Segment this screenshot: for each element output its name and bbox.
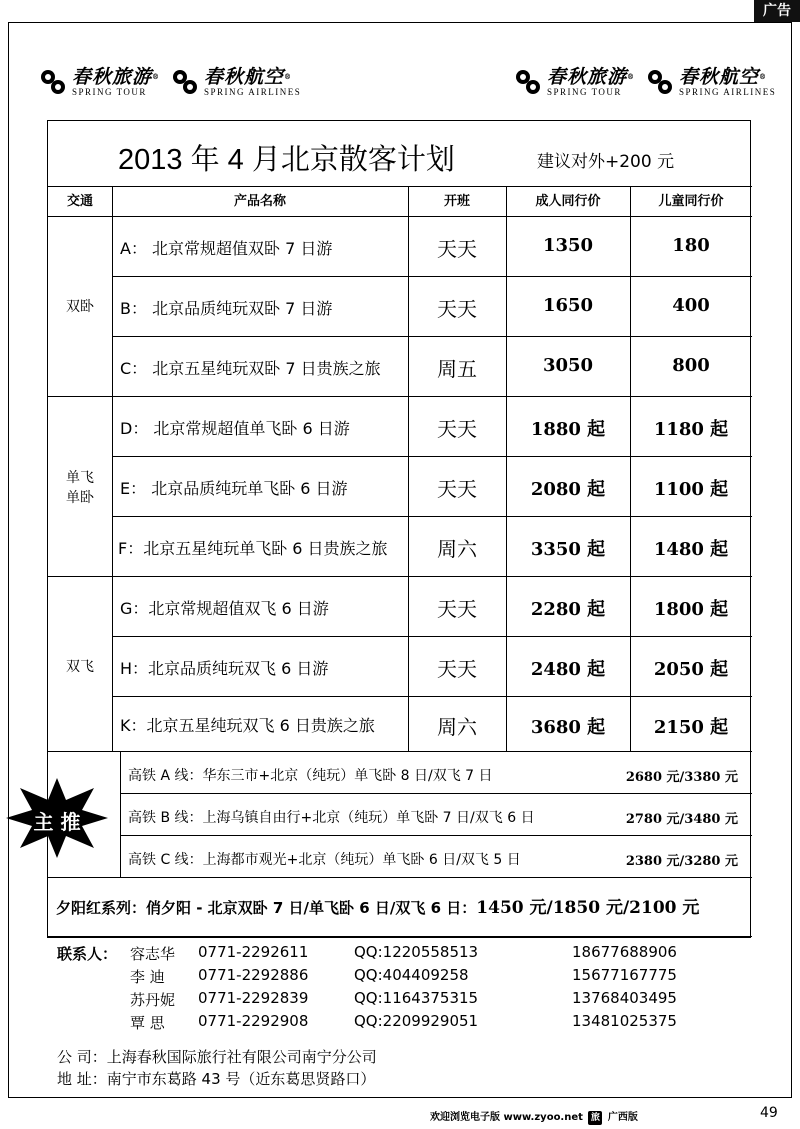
schedule: 天天 (437, 597, 477, 621)
rail-line: 高铁 B 线：上海乌镇自由行+北京（纯玩）单飞卧 7 日/双飞 6 日 (128, 810, 535, 826)
contact-name: 容志华 (130, 945, 176, 963)
rail-price: 2780 元/3480 元 (625, 812, 738, 827)
child-price: 400 (672, 295, 710, 316)
price-note: 建议对外+200 元 (537, 152, 675, 172)
spring-tour-logo: 春秋旅游® SPRING TOUR (38, 62, 160, 102)
child-price: 800 (672, 355, 710, 376)
adult-price: 2280 起 (530, 599, 606, 620)
category-single-sleeper: 单卧 (66, 490, 94, 506)
product-name: K：北京五星纯玩双飞 6 日贵族之旅 (120, 716, 375, 735)
footer-text: 欢迎浏览电子版 www.zyoo.net 旅 广西版 (430, 1112, 638, 1123)
spring-airlines-logo-right: 春秋航空® SPRING AIRLINES (645, 62, 776, 102)
category-single-fly: 单飞 (66, 470, 94, 486)
header-transport: 交通 (66, 194, 93, 209)
contact-name: 苏丹妮 (130, 991, 176, 1009)
child-price: 1800 起 (653, 599, 729, 620)
rail-line: 高铁 C 线：上海都市观光+北京（纯玩）单飞卧 6 日/双飞 5 日 (128, 852, 521, 868)
adult-price: 3050 (542, 355, 594, 376)
child-price: 180 (672, 235, 710, 256)
header-product: 产品名称 (233, 194, 286, 209)
adult-price: 3680 起 (530, 717, 606, 738)
schedule: 周六 (437, 715, 477, 739)
product-name: G：北京常规超值双飞 6 日游 (120, 599, 329, 618)
child-price: 1180 起 (653, 419, 729, 440)
child-price: 1480 起 (653, 539, 729, 560)
paper-logo-icon: 旅 (588, 1111, 602, 1125)
adult-price: 1880 起 (530, 419, 606, 440)
page-title: 2013 年 4 月北京散客计划 (118, 144, 455, 176)
adult-price: 2080 起 (530, 479, 606, 500)
sunset-text: 夕阳红系列：俏夕阳 - 北京双卧 7 日/单飞卧 6 日/双飞 6 日： (56, 899, 477, 917)
contact-name: 李 迪 (130, 968, 165, 986)
header-adult-price: 成人同行价 (535, 194, 601, 209)
schedule: 周六 (437, 537, 477, 561)
contact-phone: 0771-2292886 (198, 966, 309, 984)
spring-airlines-logo: 春秋航空® SPRING AIRLINES (170, 62, 301, 102)
schedule: 天天 (437, 237, 477, 261)
product-name: A： 北京常规超值双卧 7 日游 (120, 239, 333, 258)
header-child-price: 儿童同行价 (658, 194, 724, 209)
product-name: B： 北京品质纯玩双卧 7 日游 (120, 299, 333, 318)
contact-qq: QQ:404409258 (354, 966, 469, 984)
contact-mobile: 13768403495 (572, 989, 677, 1007)
contact-mobile: 13481025375 (572, 1012, 677, 1030)
child-price: 1100 起 (653, 479, 729, 500)
contact-name: 覃 思 (130, 1014, 165, 1032)
ad-badge: 广告 (754, 0, 800, 22)
page-number: 49 (760, 1105, 778, 1121)
spring-swirl-icon (170, 67, 200, 97)
spring-swirl-icon (513, 67, 543, 97)
contact-qq: QQ:2209929051 (354, 1012, 479, 1030)
spring-swirl-icon (38, 67, 68, 97)
rail-price: 2380 元/3280 元 (625, 854, 738, 869)
adult-price: 1650 (542, 295, 594, 316)
product-name: C： 北京五星纯玩双卧 7 日贵族之旅 (120, 359, 381, 378)
product-name: H：北京品质纯玩双飞 6 日游 (120, 659, 329, 678)
adult-price: 3350 起 (530, 539, 606, 560)
header-schedule: 开班 (443, 194, 470, 209)
schedule: 周五 (437, 357, 477, 381)
edition-label: 广西版 (607, 1112, 638, 1123)
company-info: 公 司：上海春秋国际旅行社有限公司南宁分公司 (57, 1048, 377, 1066)
contact-phone: 0771-2292611 (198, 943, 309, 961)
child-price: 2150 起 (653, 717, 729, 738)
schedule: 天天 (437, 657, 477, 681)
sunset-prices: 1450 元/1850 元/2100 元 (476, 898, 700, 918)
spring-tour-logo-right: 春秋旅游® SPRING TOUR (513, 62, 635, 102)
adult-price: 1350 (542, 235, 594, 256)
spring-swirl-icon (645, 67, 675, 97)
rail-price: 2680 元/3380 元 (625, 770, 738, 785)
contact-phone: 0771-2292908 (198, 1012, 309, 1030)
address-info: 地 址：南宁市东葛路 43 号（近东葛思贤路口） (57, 1070, 376, 1088)
category-double-fly: 双飞 (66, 659, 94, 675)
contacts-label: 联系人： (57, 945, 118, 963)
product-name: D： 北京常规超值单飞卧 6 日游 (120, 419, 350, 438)
contact-qq: QQ:1164375315 (354, 989, 479, 1007)
product-name: E： 北京品质纯玩单飞卧 6 日游 (120, 479, 348, 498)
rail-line: 高铁 A 线：华东三市+北京（纯玩）单飞卧 8 日/双飞 7 日 (128, 768, 493, 784)
schedule: 天天 (437, 417, 477, 441)
contact-phone: 0771-2292839 (198, 989, 309, 1007)
schedule: 天天 (437, 477, 477, 501)
product-name: F：北京五星纯玩单飞卧 6 日贵族之旅 (118, 539, 388, 558)
category-double-sleeper: 双卧 (66, 299, 94, 315)
recommend-label: 主 推 (33, 810, 81, 834)
tour-plan-table (47, 120, 751, 938)
contact-mobile: 15677167775 (572, 966, 677, 984)
contact-qq: QQ:1220558513 (354, 943, 479, 961)
child-price: 2050 起 (653, 659, 729, 680)
adult-price: 2480 起 (530, 659, 606, 680)
schedule: 天天 (437, 297, 477, 321)
sunset-series (56, 893, 699, 918)
recommend-badge (6, 778, 108, 858)
contact-mobile: 18677688906 (572, 943, 677, 961)
